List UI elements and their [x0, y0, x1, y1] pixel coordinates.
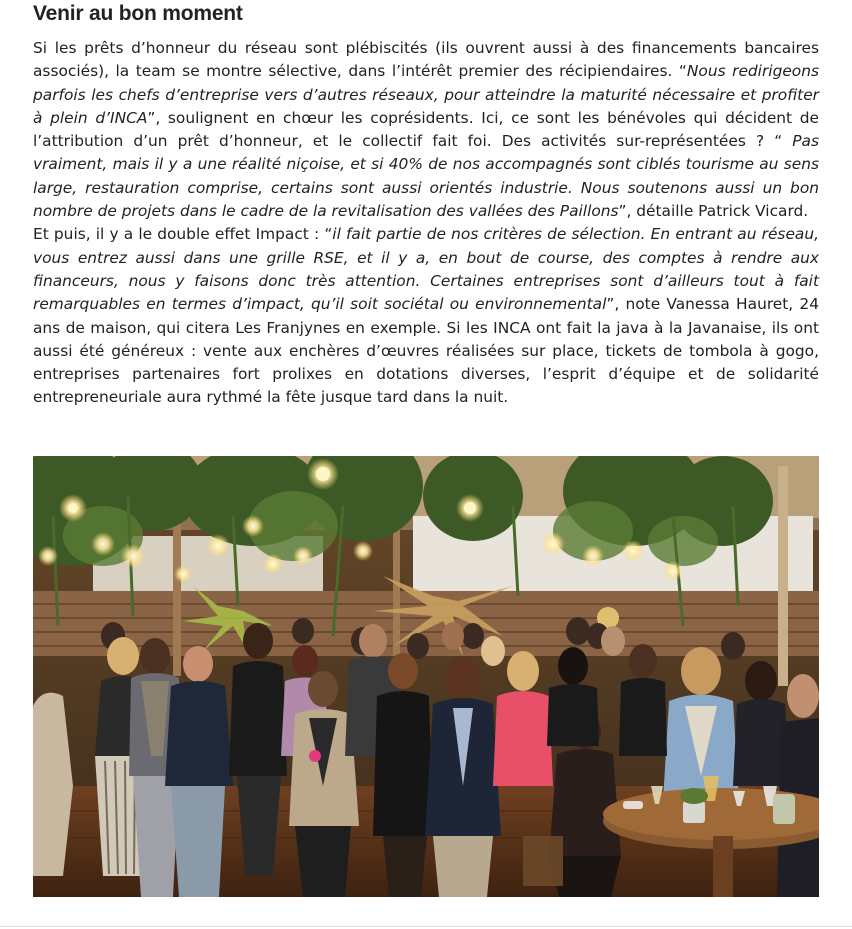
text-run: ”, détaille Patrick Vicard. — [618, 202, 809, 221]
quote-run: Pas vraiment, mais il y a une réalité niçoise, et si 40% de nos accompagnés sont ciblés tourisme au sens large, restauration comprise, certains sont aussi orientés industrie. Nous soutenons aussi un bon nombre de projets dans le cadre de la revitalisation des vallées des Paillons — [33, 132, 819, 221]
text-run: ”, note Vanessa Hauret, 24 ans de maison, qui citera Les Franjynes en exemple. Si les INCA ont fait la java à la Javanaise, ils ont aussi été généreux : vente aux enchères d’œuvres réalisées sur place, tickets de tombola à gogo, entreprises partenaires fort prolixes en dotations diverses, l’esprit d’équipe et de solidarité entrepreneuriale aura rythmé la fête jusque tard dans la nuit. — [33, 295, 820, 407]
quote-run: Nous redirigeons parfois les chefs d’entreprise vers d’autres réseaux, pour atteindre la maturité nécessaire et profiter à plein d’INCA — [33, 62, 819, 127]
article-body — [33, 37, 819, 410]
wooden-post — [778, 466, 788, 686]
paragraph-2 — [33, 223, 819, 409]
text-run: Et puis, il y a le double effet Impact : “ — [33, 225, 333, 244]
quote-run: il fait partie de nos critères de sélection. En entrant au réseau, vous entrez aussi dans une grille RSE, et il y a, en bout de course, des comptes à rendre aux financeurs, nous y faisons donc très attention. Certaines entreprises sont d’ailleurs tout à fait remarquables en termes d’impact, qu’il soit sociétal ou environnemental — [33, 225, 819, 314]
text-run: ”, soulignent en chœur les coprésidents. Ici, ce sont les bénévoles qui décident de l’attribution d’un prêt d’honneur, et le collectif fait foi. Des activités sur-représentées ? “ — [33, 108, 820, 151]
plant-pot — [683, 801, 705, 823]
section-heading: Venir au bon moment — [33, 2, 243, 25]
event-photo — [33, 456, 819, 897]
bottom-divider — [0, 926, 852, 927]
text-run: Si les prêts d’honneur du réseau sont plébiscités (ils ouvrent aussi à des financements bancaires associés), la team se montre sélective, dans l’intérêt premier des récipiendaires. “ — [33, 39, 819, 81]
paragraph-1 — [33, 37, 819, 223]
chair — [523, 836, 563, 886]
